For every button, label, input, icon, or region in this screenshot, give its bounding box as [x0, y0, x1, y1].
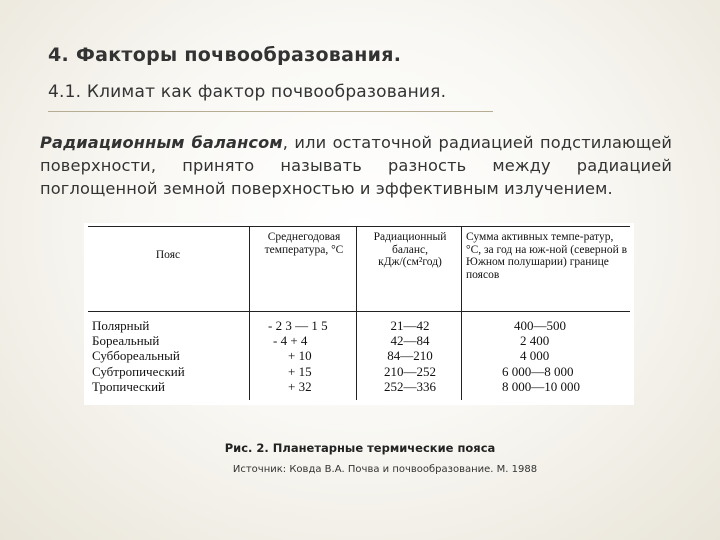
- slide-title: 4. Факторы почвообразования.: [48, 44, 402, 66]
- cell-active-sum: 6 000—8 000: [502, 363, 574, 379]
- cell-balance: 252—336: [384, 378, 436, 394]
- column-balance: [360, 318, 460, 394]
- cell-temperature: + 10: [288, 348, 312, 364]
- cell-balance: 21—42: [390, 318, 430, 333]
- table-top-border: [88, 226, 630, 227]
- title-divider: [48, 111, 493, 112]
- cell-active-sum: 4 000: [520, 348, 550, 364]
- definition-paragraph: [40, 131, 672, 200]
- column-temperature: [268, 318, 353, 394]
- cell-belt: Тропический: [92, 378, 165, 394]
- header-radiation-balance: Радиационный баланс, кДж/(см²год): [373, 231, 447, 268]
- header-active-temp-sum: Сумма активных темпе-ратур, °С, за год на юж-ной (северной в Южном полушарии) границе поясов: [466, 231, 628, 281]
- slide-subtitle: 4.1. Климат как фактор почвообразования.: [48, 82, 447, 102]
- table-header-divider: [88, 311, 630, 312]
- figure-source: Источник: Ковда В.А. Почва и почвообразование. М. 1988: [232, 464, 538, 475]
- cell-belt: Субтропический: [92, 363, 185, 379]
- table-col-divider-1: [249, 226, 250, 400]
- definition-text: , или остаточной радиацией подстилающей поверхности, принято называть разность между радиацией поглощенной земной поверхностью и эффективным излучением.: [40, 133, 672, 198]
- thermal-belts-table: [84, 223, 634, 405]
- cell-active-sum: 400—500: [514, 318, 566, 333]
- cell-temperature: - 2 3 — 1 5: [268, 318, 328, 333]
- cell-belt: Бореальный: [92, 333, 160, 349]
- table-col-divider-2: [356, 226, 357, 400]
- cell-balance: 84—210: [387, 348, 433, 364]
- table-col-divider-3: [461, 226, 462, 400]
- cell-balance: 42—84: [390, 333, 430, 349]
- cell-active-sum: 8 000—10 000: [502, 378, 580, 394]
- figure-caption: Рис. 2. Планетарные термические пояса: [224, 441, 496, 455]
- cell-active-sum: 2 400: [520, 333, 550, 349]
- column-active-sum: [502, 318, 627, 394]
- cell-belt: Полярный: [92, 318, 150, 333]
- cell-temperature: - 4 + 4: [273, 333, 308, 349]
- cell-temperature: + 32: [288, 378, 312, 394]
- column-belt: [92, 318, 247, 394]
- cell-temperature: + 15: [288, 363, 312, 379]
- cell-balance: 210—252: [384, 363, 436, 379]
- header-belt: Пояс: [155, 249, 181, 261]
- header-mean-temperature: Среднегодовая температура, °С: [264, 231, 344, 256]
- cell-belt: Суббореальный: [92, 348, 180, 364]
- defined-term: Радиационным балансом: [40, 133, 283, 152]
